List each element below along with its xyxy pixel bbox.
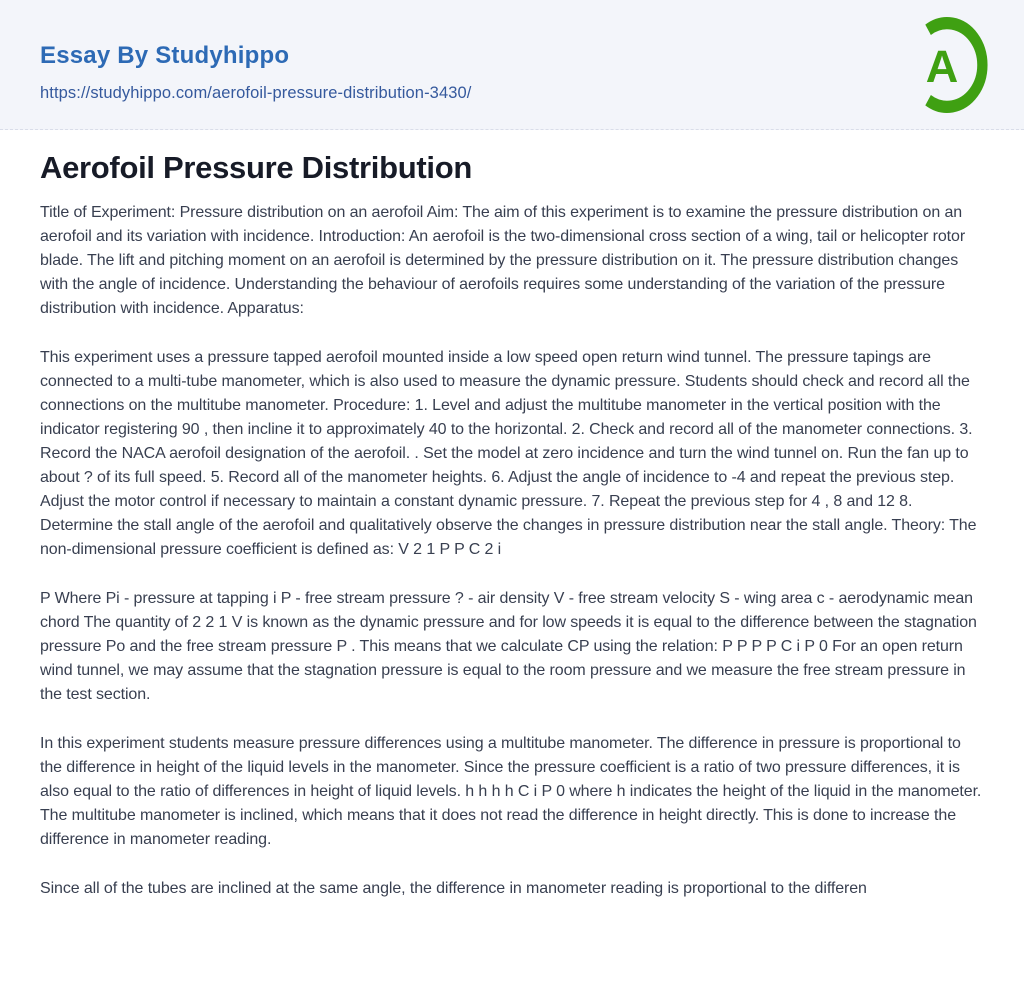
essay-paragraph: P Where Pi - pressure at tapping i P - free stream pressure ? - air density V - free stream velocity S - wing area c - aerodynamic mean chord The quantity of 2 2 1 V is known as the dynamic pressure and for low speeds it is equal to the difference between the stagnation pressure Po and the free stream pressure P . This means that we calculate CP using the relation: P P P P C i P 0 For an open return wind tunnel, we may assume that the stagnation pressure is equal to the room pressure and we measure the free stream pressure in the test section. [40, 590, 977, 703]
site-logo[interactable] [904, 14, 990, 116]
logo-letter: A [925, 40, 959, 92]
essay-title: Aerofoil Pressure Distribution [40, 150, 472, 185]
essay-content [0, 130, 1024, 941]
page-header [0, 0, 1024, 130]
site-byline: Essay By Studyhippo [40, 42, 290, 69]
essay-paragraph: In this experiment students measure pressure differences using a multitube manometer. The difference in pressure is proportional to the difference in height of the liquid levels in the manometer. Since the pressure coefficient is a ratio of two pressure differences, it is also equal to the ratio of differences in height of liquid levels. h h h h C i P 0 where h indicates the height of the liquid in the manometer. The multitube manometer is inclined, which means that it does not read the difference in height directly. This is done to increase the difference in manometer reading. [40, 735, 982, 848]
essay-paragraph: Since all of the tubes are inclined at the same angle, the difference in manometer reading is proportional to the differen [40, 880, 867, 897]
essay-paragraph: Title of Experiment: Pressure distribution on an aerofoil Aim: The aim of this experiment is to examine the pressure distribution on an aerofoil and its variation with incidence. Introduction: An aerofoil is the two-dimensional cross section of a wing, tail or helicopter rotor blade. The lift and pitching moment on an aerofoil is determined by the pressure distribution on it. The pressure distribution changes with the angle of incidence. Understanding the behaviour of aerofoils requires some understanding of the variation of the pressure distribution with incidence. Apparatus: [40, 204, 966, 317]
essay-paragraph: This experiment uses a pressure tapped aerofoil mounted inside a low speed open return wind tunnel. The pressure tapings are connected to a multi-tube manometer, which is also used to measure the dynamic pressure. Students should check and record all the connections on the multitube manometer. Procedure: 1. Level and adjust the multitube manometer in the vertical position with the indicator registering 90 , then incline it to approximately 40 to the horizontal. 2. Check and record all of the manometer connections. 3. Record the NACA aerofoil designation of the aerofoil. . Set the model at zero incidence and turn the wind tunnel on. Run the fan up to about ? of its full speed. 5. Record all of the manometer heights. 6. Adjust the angle of incidence to -4 and repeat the previous step. Adjust the motor control if necessary to maintain a constant dynamic pressure. 7. Repeat the previous step for 4 , 8 and 12 8. Determine the stall angle of the aerofoil and qualitatively observe the changes in pressure distribution near the stall angle. Theory: The non-dimensional pressure coefficient is defined as: V 2 1 P P C 2 i [40, 349, 977, 558]
essay-url-link[interactable]: https://studyhippo.com/aerofoil-pressure-distribution-3430/ [40, 83, 472, 102]
